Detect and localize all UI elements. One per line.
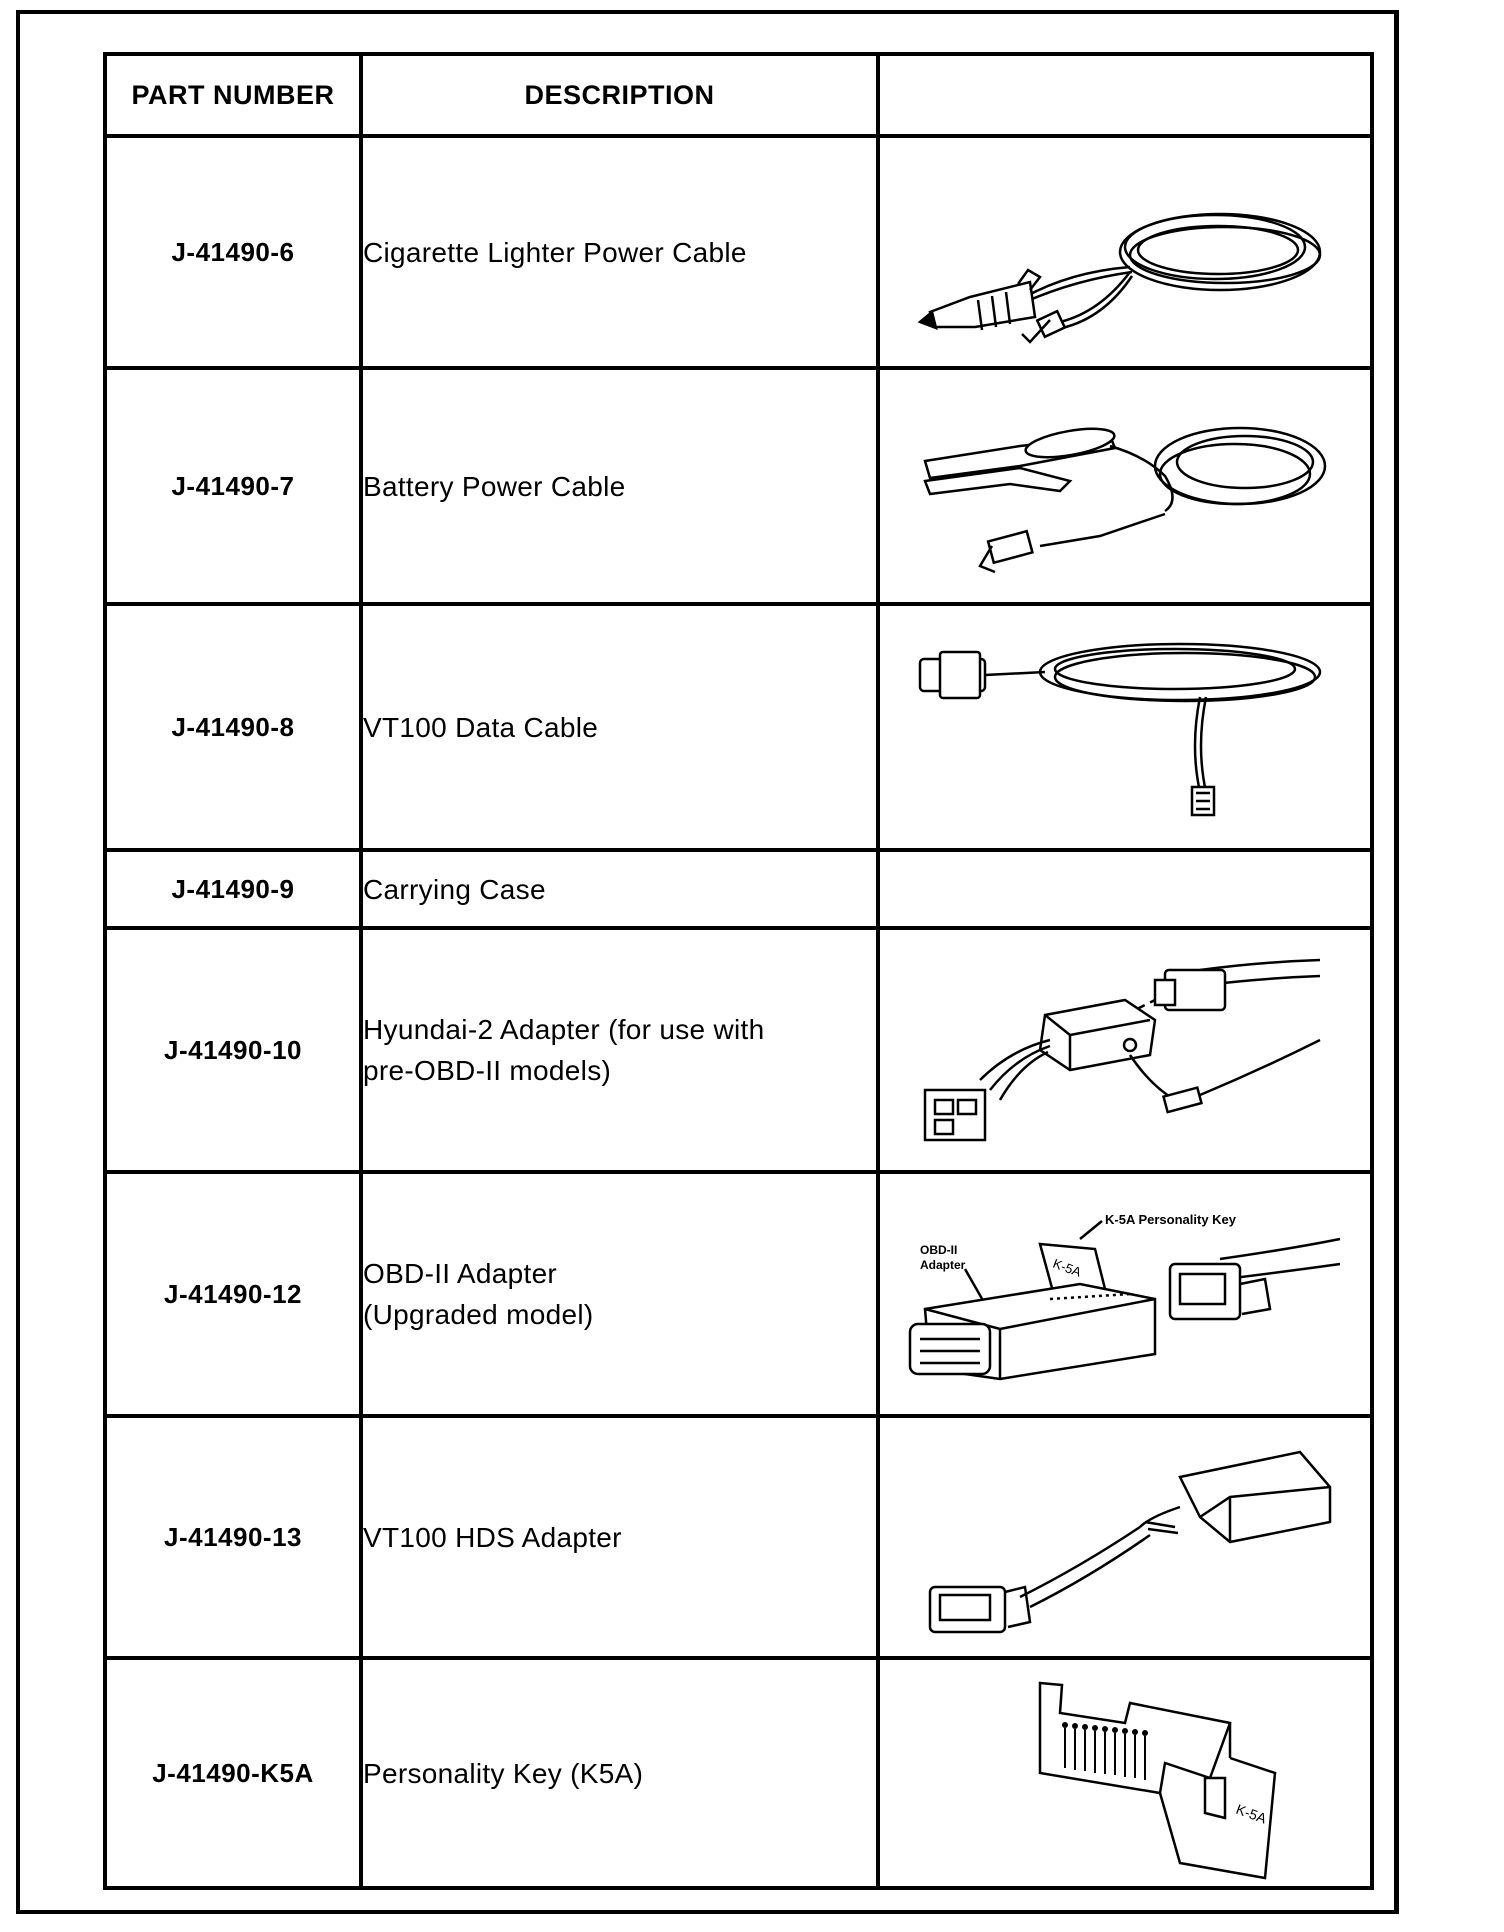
table-row <box>105 1416 1372 1658</box>
illustration-cell <box>878 604 1372 850</box>
description-cell <box>361 928 878 1172</box>
hyundai-adapter-icon <box>900 940 1350 1160</box>
illustration-cell <box>878 850 1372 928</box>
description-line: Personality Key (K5A) <box>363 1757 644 1789</box>
illustration-cell <box>878 136 1372 368</box>
obd-label-line: Adapter <box>920 1258 966 1272</box>
key-marking: K-5A <box>1233 1800 1269 1827</box>
illustration-cell <box>878 1416 1372 1658</box>
header-row <box>105 54 1372 136</box>
description-line: (Upgraded model) <box>363 1299 594 1330</box>
description-line: Battery Power Cable <box>363 470 626 502</box>
battery-clamp-cable-icon <box>900 386 1350 586</box>
obd-label-line: OBD-II <box>920 1243 958 1257</box>
description-cell <box>361 368 878 604</box>
part-number-cell: J-41490-K5A <box>105 1658 361 1888</box>
hds-adapter-icon <box>900 1427 1350 1647</box>
description-cell <box>361 1658 878 1888</box>
description-cell <box>361 604 878 850</box>
part-number-cell: J-41490-13 <box>105 1416 361 1658</box>
description-line: Carrying Case <box>363 873 546 905</box>
description-cell <box>361 850 878 928</box>
description-line: VT100 Data Cable <box>363 711 599 743</box>
description-cell <box>361 136 878 368</box>
part-number-cell: J-41490-7 <box>105 368 361 604</box>
cigarette-lighter-cable-icon <box>900 152 1350 352</box>
callout-label: K-5A Personality Key <box>1105 1212 1237 1227</box>
table-row <box>105 136 1372 368</box>
table-row <box>105 928 1372 1172</box>
description-line: Hyundai-2 Adapter (for use with <box>363 1014 765 1045</box>
key-marking: K-5A <box>1050 1255 1084 1280</box>
illustration-cell <box>878 1172 1372 1416</box>
personality-key-icon <box>900 1663 1350 1883</box>
description-line: VT100 HDS Adapter <box>363 1521 622 1553</box>
header-image <box>878 54 1372 136</box>
illustration-cell <box>878 1658 1372 1888</box>
table-row <box>105 1658 1372 1888</box>
description-line: pre-OBD-II models) <box>363 1055 612 1086</box>
part-number-cell: J-41490-12 <box>105 1172 361 1416</box>
part-number-cell: J-41490-10 <box>105 928 361 1172</box>
header-description: DESCRIPTION <box>361 54 878 136</box>
part-number-cell: J-41490-6 <box>105 136 361 368</box>
part-number-cell: J-41490-8 <box>105 604 361 850</box>
description-cell <box>361 1172 878 1416</box>
part-number-cell: J-41490-9 <box>105 850 361 928</box>
table-row <box>105 604 1372 850</box>
data-cable-icon <box>900 617 1350 837</box>
description-line: Cigarette Lighter Power Cable <box>363 236 747 268</box>
table-row <box>105 368 1372 604</box>
header-part-number: PART NUMBER <box>105 54 361 136</box>
description-line: OBD-II Adapter <box>363 1258 558 1289</box>
illustration-cell <box>878 928 1372 1172</box>
obd2-adapter-icon <box>890 1179 1360 1409</box>
table-row <box>105 1172 1372 1416</box>
illustration-cell <box>878 368 1372 604</box>
description-cell <box>361 1416 878 1658</box>
table-row <box>105 850 1372 928</box>
parts-table <box>103 52 1374 1890</box>
